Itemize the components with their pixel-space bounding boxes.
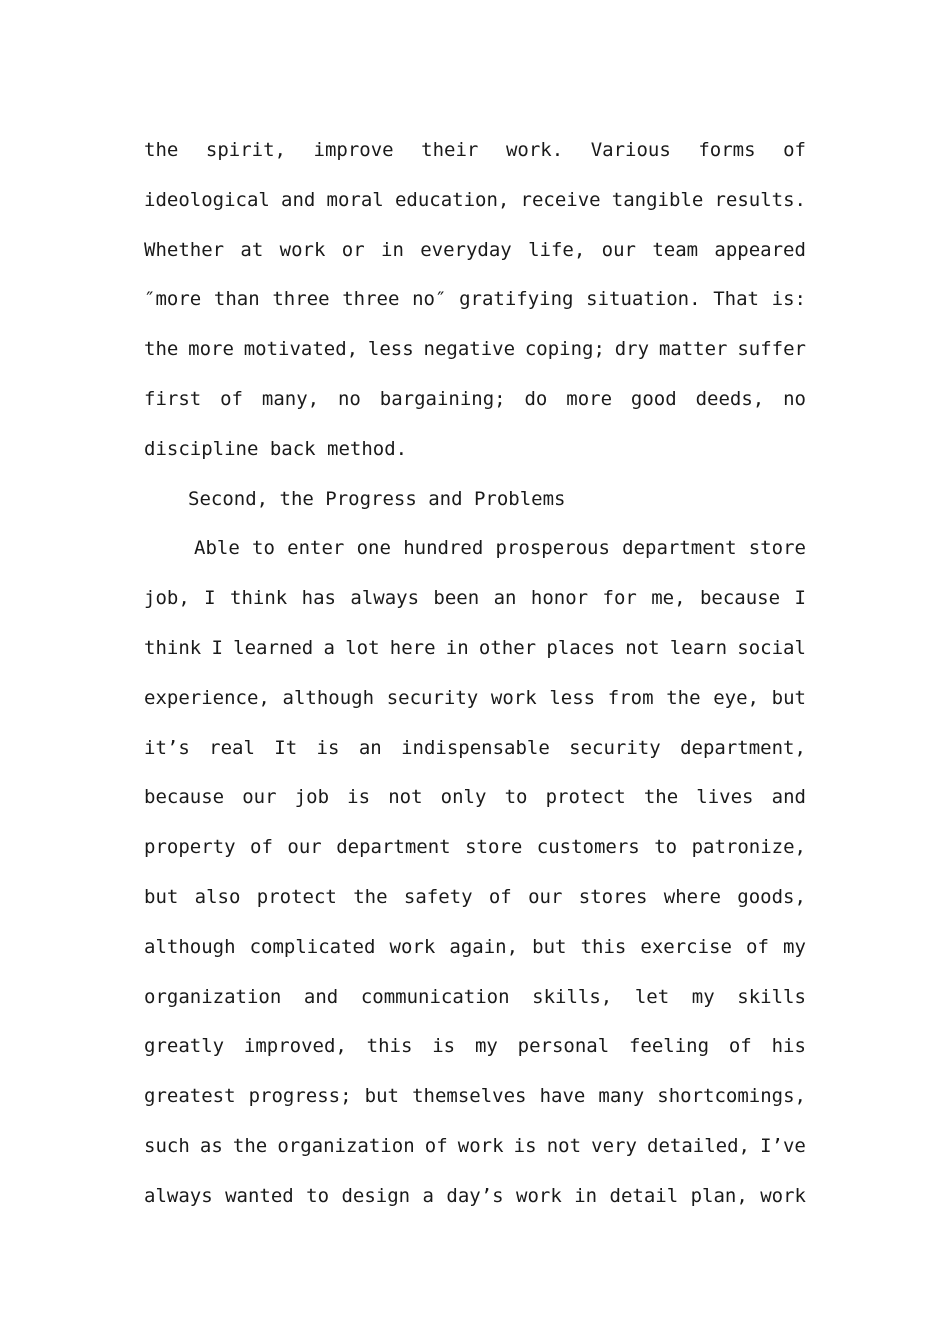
word: our: [287, 836, 322, 859]
word: plan,: [690, 1184, 748, 1207]
word: let: [634, 985, 670, 1008]
text-line: [144, 674, 806, 724]
text-line: [144, 823, 806, 873]
word: here: [389, 636, 436, 659]
text-line: [144, 724, 806, 774]
word: dry: [614, 338, 650, 361]
word: is: [316, 736, 340, 759]
word: forms: [698, 139, 756, 161]
word: of: [220, 387, 243, 410]
word: improved,: [243, 1035, 347, 1058]
word: not: [625, 636, 660, 659]
word: good: [630, 387, 677, 410]
word: in: [574, 1184, 598, 1207]
word: for: [602, 587, 637, 610]
paragraph-2: [144, 524, 806, 1221]
word: I: [211, 636, 223, 659]
word: experience,: [144, 686, 270, 709]
word: customers: [536, 836, 640, 859]
text-line: [144, 873, 806, 923]
word: the: [232, 1134, 268, 1157]
word: their: [421, 139, 479, 161]
word: in: [445, 636, 469, 659]
word: personal: [517, 1035, 610, 1058]
word: work: [760, 1184, 806, 1207]
word: the: [353, 885, 388, 908]
word: is: [347, 786, 371, 809]
word: our: [528, 885, 563, 908]
word: as: [199, 1134, 223, 1157]
word: coping;: [524, 338, 605, 361]
word: progress;: [248, 1085, 352, 1108]
word: less: [367, 338, 414, 361]
word: store: [748, 537, 806, 560]
word: but: [771, 686, 806, 709]
word: hundred: [403, 537, 484, 560]
word: no: [337, 387, 361, 410]
word: education,: [394, 188, 510, 211]
word: complicated: [249, 935, 376, 958]
section-heading: Second, the Progress and Problems: [188, 487, 566, 510]
word: is: [513, 1134, 537, 1157]
word: have: [539, 1085, 586, 1108]
word: although: [144, 935, 236, 958]
word: of: [728, 1035, 752, 1058]
word: suffer: [737, 338, 806, 361]
word: eye,: [713, 686, 759, 709]
word: although: [282, 686, 375, 709]
word: three: [342, 288, 400, 311]
word: the: [666, 686, 701, 709]
word: other: [478, 636, 537, 659]
word: That: [713, 288, 759, 311]
word: protect: [545, 786, 626, 809]
text-line: [144, 1172, 806, 1222]
word: receive: [520, 188, 601, 211]
word: skills: [737, 985, 806, 1008]
word: moral: [326, 188, 384, 211]
word: not: [388, 786, 423, 809]
word: only: [440, 786, 487, 809]
word: do: [524, 387, 548, 410]
word: team: [652, 238, 699, 261]
word: honor: [530, 587, 589, 610]
text-line: [144, 574, 806, 624]
word: of: [250, 836, 273, 859]
word: always: [144, 1184, 213, 1207]
text-line: [144, 325, 806, 375]
word: store: [465, 836, 523, 859]
word: of: [746, 935, 769, 958]
word: learn: [669, 636, 728, 659]
word: an: [493, 587, 517, 610]
text-line: [144, 275, 806, 325]
word: no: [783, 387, 806, 410]
word: prosperous: [495, 537, 610, 560]
word: gratifying: [459, 288, 574, 311]
word: think: [144, 636, 202, 659]
word: the: [144, 338, 179, 361]
word: such: [144, 1134, 190, 1157]
word: a: [323, 636, 335, 659]
word: ideological: [144, 188, 270, 211]
word: spirit,: [205, 139, 286, 161]
text-line: [144, 624, 806, 674]
text-line: [144, 773, 806, 823]
paragraph-1: [144, 126, 806, 475]
word: patronize,: [691, 836, 806, 859]
word: greatly: [144, 1035, 225, 1058]
word: improve: [313, 139, 394, 161]
word: work: [457, 1134, 504, 1157]
word: this: [366, 1035, 413, 1058]
word: lot: [345, 636, 380, 659]
word: to: [306, 1184, 330, 1207]
word: results.: [714, 188, 806, 211]
word: to: [654, 836, 678, 859]
text-line: [144, 1122, 806, 1172]
word: at: [240, 238, 264, 261]
word: again,: [449, 935, 519, 958]
word: learned: [233, 636, 314, 659]
word: me,: [651, 587, 686, 610]
word: and: [281, 188, 316, 211]
word: goods,: [737, 885, 806, 908]
word: negative: [423, 338, 516, 361]
word: my: [474, 1035, 498, 1058]
word: department: [336, 836, 451, 859]
word: because: [699, 587, 781, 610]
word: first: [144, 387, 202, 410]
word: the: [144, 139, 179, 161]
word: job: [294, 786, 330, 809]
word: stores: [578, 885, 648, 908]
word: enter: [287, 537, 345, 560]
word: real: [209, 736, 255, 759]
word: a: [422, 1184, 434, 1207]
word: has: [301, 587, 336, 610]
word: it’s: [144, 736, 190, 759]
word: than: [213, 288, 260, 311]
word: our: [601, 238, 636, 261]
word: bargaining;: [379, 387, 506, 410]
text-line: [144, 226, 806, 276]
word: because: [144, 786, 225, 809]
word: more: [188, 338, 234, 361]
word: life,: [528, 238, 586, 261]
word: an: [358, 736, 382, 759]
word: lives: [696, 786, 754, 809]
word: situation.: [586, 288, 701, 311]
word: not: [546, 1134, 582, 1157]
word: his: [771, 1035, 806, 1058]
word: is:: [771, 288, 806, 311]
word: been: [433, 587, 480, 610]
word: security: [386, 686, 479, 709]
word: but: [364, 1085, 399, 1108]
word: the: [643, 786, 679, 809]
word: themselves: [412, 1085, 527, 1108]
word: of: [783, 139, 806, 161]
text-line-last: discipline back method.: [144, 437, 408, 460]
word: exercise: [640, 935, 732, 958]
text-line: [144, 973, 806, 1023]
word: safety: [403, 885, 473, 908]
word: in: [381, 238, 404, 261]
word: work: [279, 238, 326, 261]
word: social: [737, 636, 806, 659]
word: organization: [144, 985, 282, 1008]
text-line: [144, 524, 806, 574]
word: security: [569, 736, 661, 759]
word: one: [356, 537, 391, 560]
word: to: [252, 537, 275, 560]
word: less: [549, 686, 596, 709]
word: Various: [590, 139, 671, 161]
word: appeared: [714, 238, 806, 261]
word: many,: [261, 387, 320, 410]
text-line: [144, 923, 806, 973]
word: everyday: [420, 238, 512, 261]
word: design: [341, 1184, 411, 1207]
word: and: [303, 985, 339, 1008]
word: property: [144, 836, 236, 859]
word: from: [607, 686, 654, 709]
word: ″more: [144, 288, 202, 311]
word: detail: [609, 1184, 679, 1207]
word: tangible: [611, 188, 704, 211]
word: work: [490, 686, 537, 709]
word: or: [341, 238, 365, 261]
word: places: [546, 636, 616, 659]
word: I: [794, 587, 806, 610]
word: is: [432, 1035, 456, 1058]
word: Whether: [144, 238, 225, 261]
word: of: [424, 1134, 448, 1157]
text-line: [144, 375, 806, 425]
word: our: [242, 786, 277, 809]
word: of: [488, 885, 512, 908]
word: matter: [658, 338, 728, 361]
word: my: [783, 935, 806, 958]
word: I: [204, 587, 216, 610]
word: very: [591, 1134, 637, 1157]
word: I’ve: [760, 1134, 806, 1157]
word: wanted: [225, 1184, 294, 1207]
word: my: [691, 985, 715, 1008]
word: many: [598, 1085, 645, 1108]
word: indispensable: [401, 736, 550, 759]
word: more: [566, 387, 613, 410]
word: department,: [680, 736, 806, 759]
word: where: [663, 885, 721, 908]
word: always: [350, 587, 420, 610]
text-line: [144, 1072, 806, 1122]
word: also: [194, 885, 241, 908]
text-line: [144, 176, 806, 226]
document-body: [144, 126, 806, 1222]
word: but: [144, 885, 179, 908]
word: think: [230, 587, 288, 610]
word: Able: [194, 537, 240, 560]
word: department: [622, 537, 737, 560]
word: day’s: [446, 1184, 504, 1207]
word: protect: [256, 885, 337, 908]
word: job,: [144, 587, 190, 610]
word: detailed,: [647, 1134, 750, 1157]
word: but: [532, 935, 567, 958]
word: and: [771, 786, 806, 809]
word: work: [389, 935, 436, 958]
word: no″: [412, 288, 447, 311]
word: three: [272, 288, 330, 311]
text-line: [144, 1022, 806, 1072]
word: deeds,: [695, 387, 765, 410]
word: skills,: [532, 985, 613, 1008]
word: work.: [505, 139, 564, 161]
word: feeling: [628, 1035, 710, 1058]
word: work: [516, 1184, 562, 1207]
word: shortcomings,: [657, 1085, 806, 1108]
word: to: [504, 786, 528, 809]
word: motivated,: [243, 338, 359, 361]
word: organization: [277, 1134, 415, 1157]
word: greatest: [144, 1085, 236, 1108]
text-line: [144, 126, 806, 176]
word: this: [580, 935, 627, 958]
word: It: [274, 736, 298, 759]
word: communication: [360, 985, 510, 1008]
